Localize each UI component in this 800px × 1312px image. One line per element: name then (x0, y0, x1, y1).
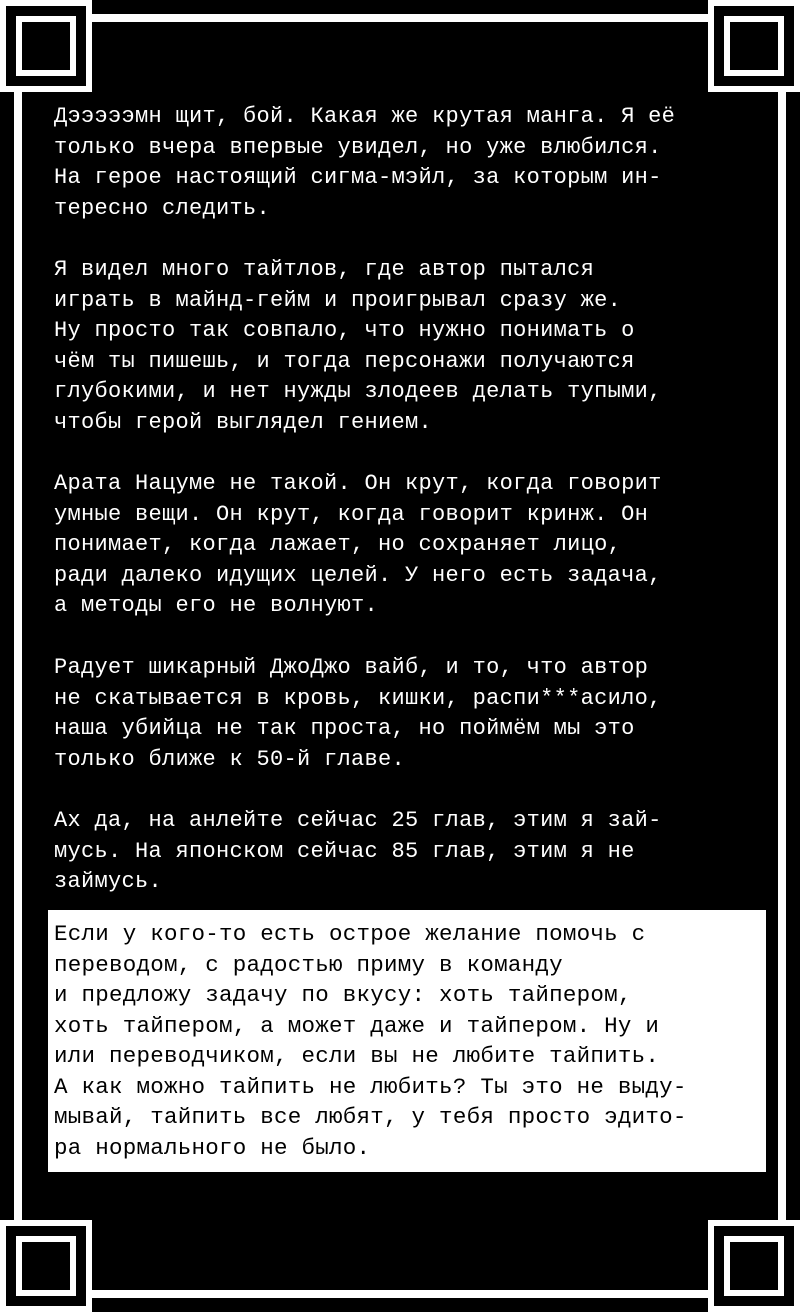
paragraph-mind-game: Я видел много тайтлов, где автор пытался играть в майнд-гейм и проигрывал сразу же. Ну просто так совпало, что нужно понимать о чём ты пишешь, и тогда персонажи получаются глубокими, и нет нужды злодеев делать тупыми, чтобы герой выглядел гением. (54, 257, 662, 435)
corner-inner-square (724, 16, 784, 76)
frame-top-line (0, 14, 800, 22)
paragraph-chapters: Ах да, на анлейте сейчас 25 глав, этим я зай- мусь. На японском сейчас 85 глав, этим я не займусь. (54, 808, 662, 894)
paragraph-intro: Дэээээмн щит, бой. Какая же крутая манга. Я её только вчера впервые увидел, но уже влюбился. На герое настоящий сигма-мэйл, за которым ин- тересно следить. (54, 104, 676, 221)
corner-inner-square (16, 16, 76, 76)
recruitment-note-text: Если у кого-то есть острое желание помочь с переводом, с радостью приму в команду и предложу задачу по вкусу: хоть тайпером, хоть тайпером, а может даже и тайпером. Ну и или переводчиком, если вы не любите тайпить. А как можно тайпить не любить? Ты это не выду- мывай, тайпить все любят, у тебя просто эдито- ра нормального не было. (54, 921, 687, 1161)
corner-ornament-top-right (708, 0, 800, 92)
recruitment-note-box (48, 910, 766, 1172)
paragraph-jojo: Радует шикарный ДжоДжо вайб, и то, что автор не скатывается в кровь, кишки, распи***асило, наша убийца не так проста, но поймём мы это только ближе к 50-й главе. (54, 655, 662, 772)
frame-left-line (14, 0, 22, 1312)
frame-right-line (778, 0, 786, 1312)
frame-bottom-line (0, 1290, 800, 1298)
corner-inner-square (16, 1236, 76, 1296)
corner-ornament-bottom-left (0, 1220, 92, 1312)
corner-ornament-top-left (0, 0, 92, 92)
corner-inner-square (724, 1236, 784, 1296)
paragraph-arata: Арата Нацуме не такой. Он крут, когда говорит умные вещи. Он крут, когда говорит кринж. Он понимает, когда лажает, но сохраняет лицо, ради далеко идущих целей. У него есть задача, а методы его не волнуют. (54, 471, 662, 618)
corner-ornament-bottom-right (708, 1220, 800, 1312)
